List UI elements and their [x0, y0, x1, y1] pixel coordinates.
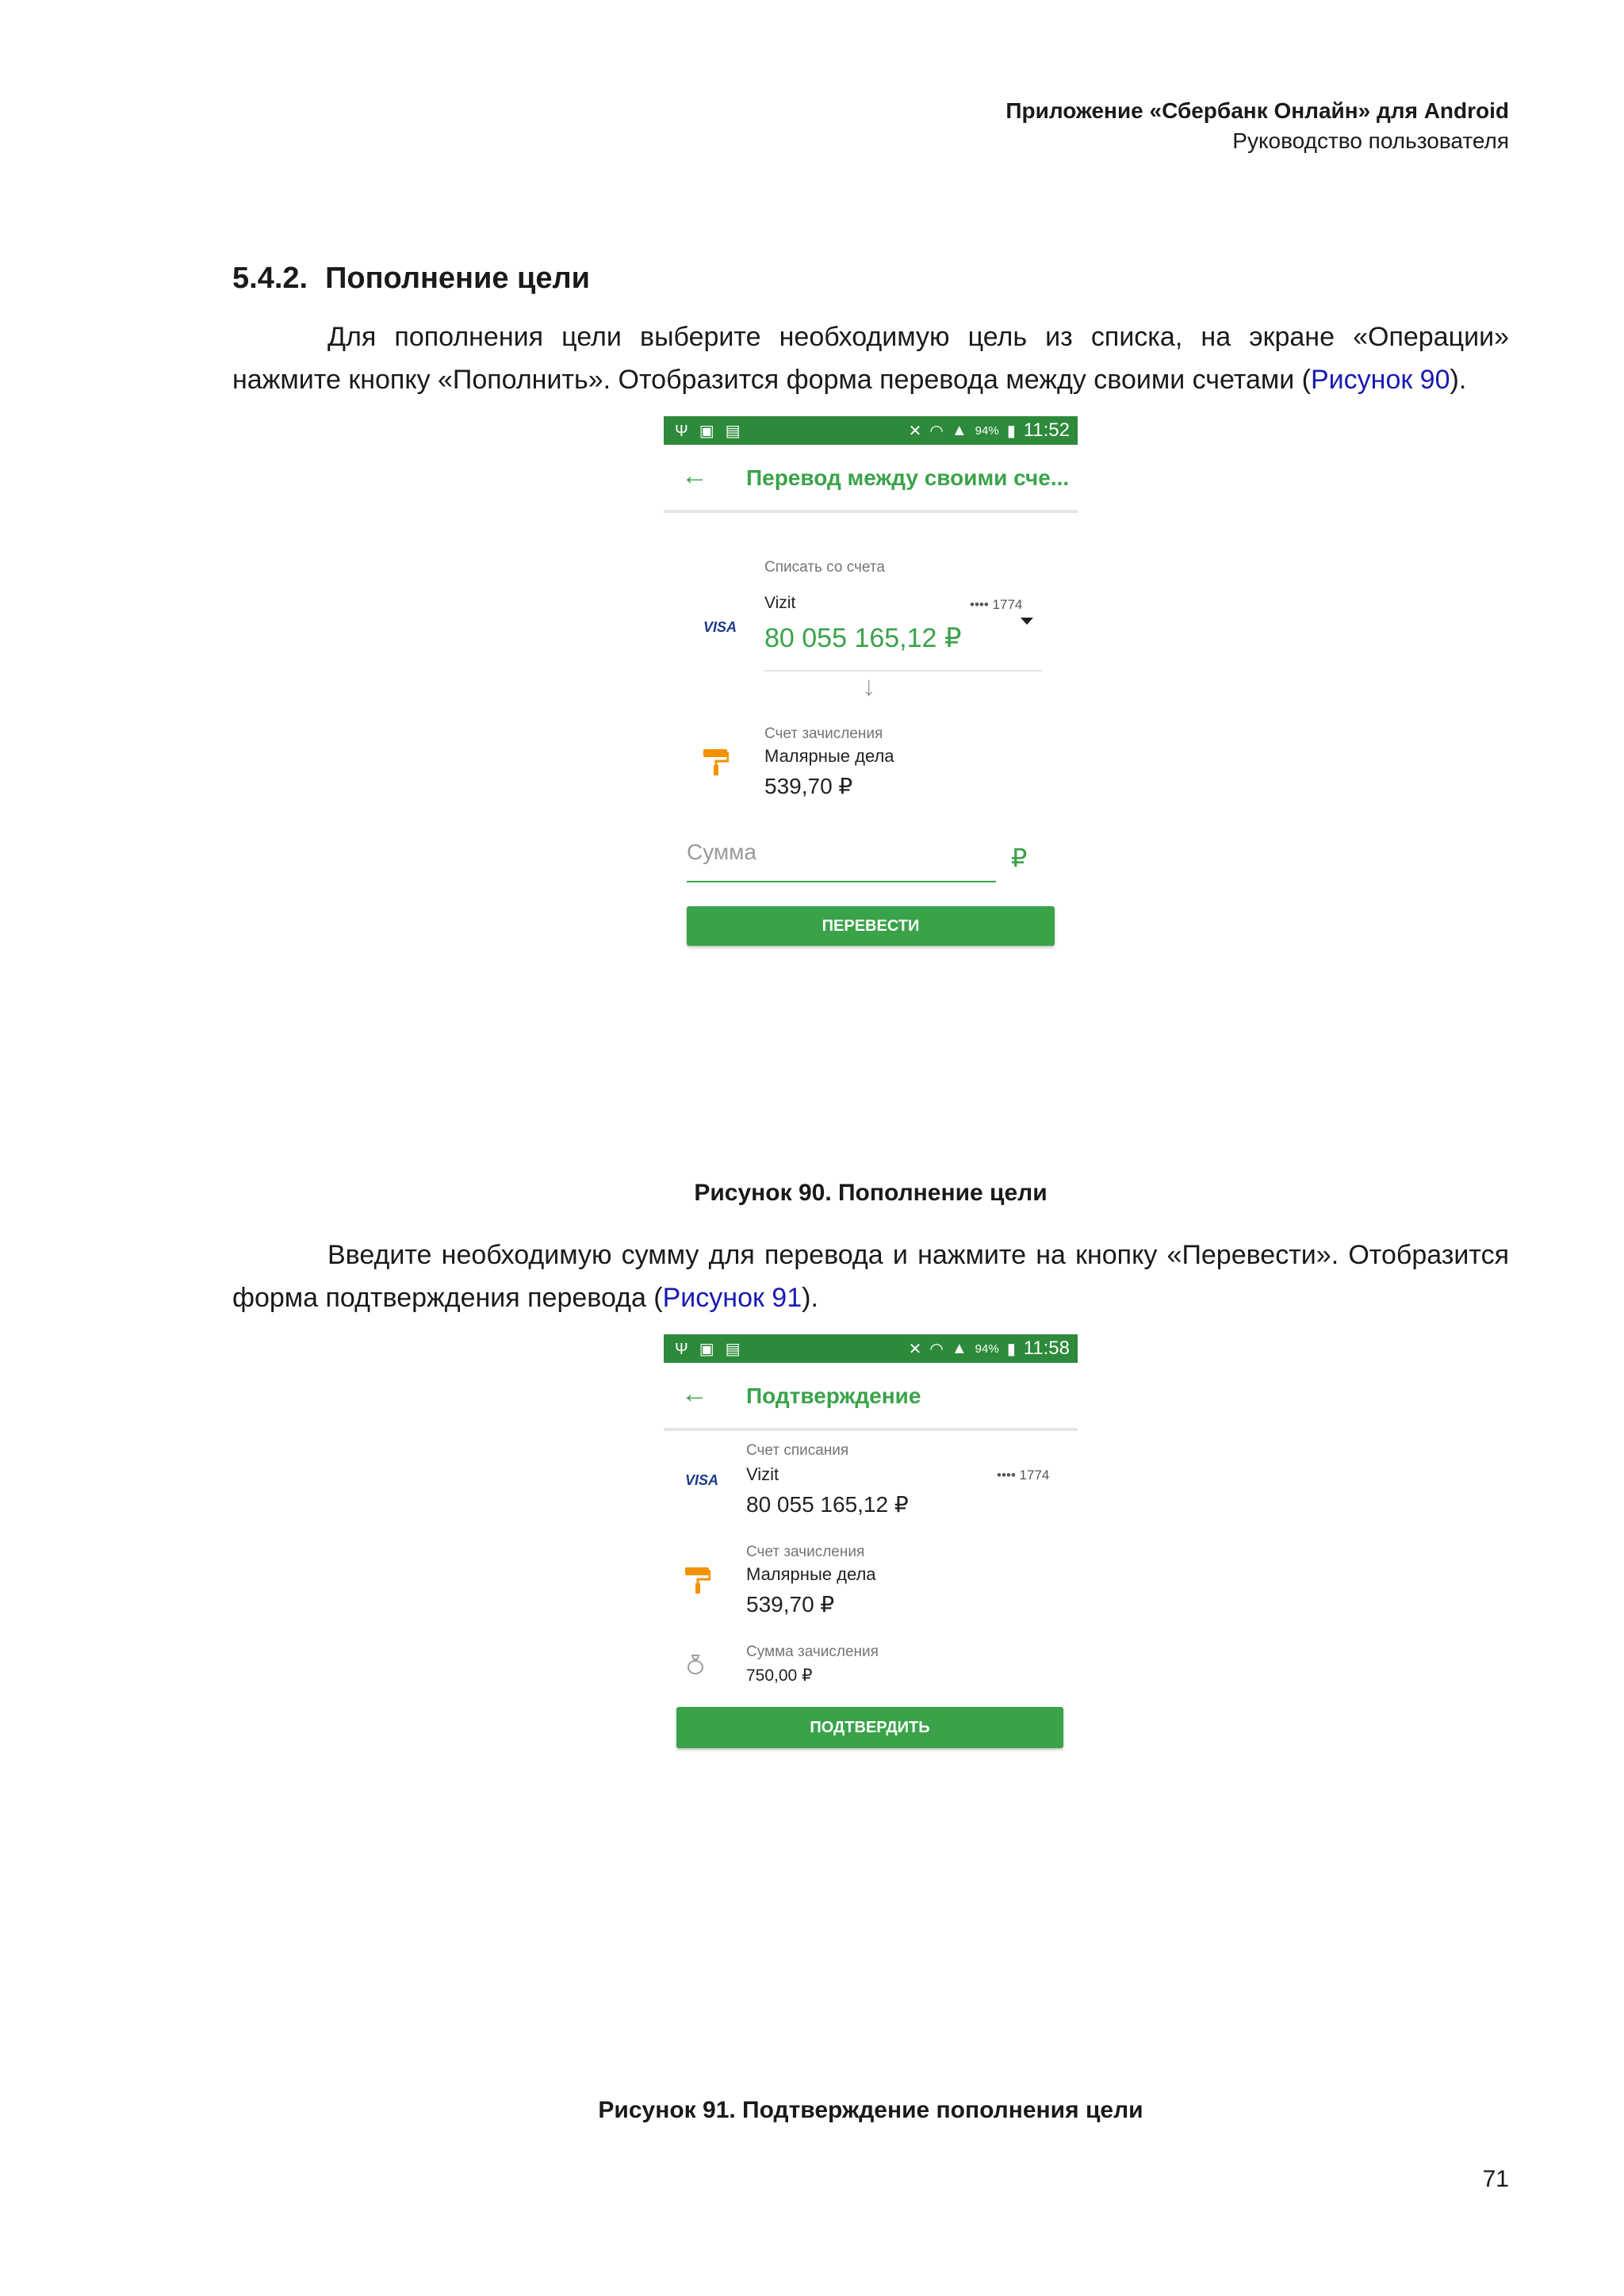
wifi-icon: ◠ [929, 1340, 944, 1358]
paint-roller-icon [703, 748, 729, 776]
back-arrow-icon[interactable]: ← [681, 461, 708, 491]
battery-icon: ▮ [1006, 1340, 1016, 1358]
battery-icon: ▮ [1006, 422, 1016, 440]
battery-percent: 94% [975, 423, 999, 438]
from-account-mask: •••• 1774 [970, 597, 1023, 612]
paragraph-2 [232, 1234, 1509, 1319]
to-account-label: Счет зачисления [746, 1544, 865, 1560]
page-number: 71 [1482, 2166, 1509, 2192]
section-title: Пополнение цели [325, 262, 591, 295]
status-time: 11:58 [1023, 1337, 1070, 1359]
back-arrow-icon[interactable]: ← [681, 1379, 708, 1409]
sum-value: 750,00 ₽ [746, 1667, 813, 1685]
battery-percent: 94% [975, 1341, 999, 1356]
from-account-label: Списать со счета [764, 559, 885, 576]
section-heading [232, 262, 590, 296]
paragraph-1 [232, 316, 1509, 401]
from-account-label: Счет списания [746, 1442, 849, 1459]
from-account-balance[interactable]: 80 055 165,12 ₽ [764, 623, 962, 653]
confirm-button[interactable]: ПОДТВЕРДИТЬ [676, 1707, 1063, 1748]
signal-icon: ▲ [951, 421, 967, 439]
figure-90-link[interactable]: Рисунок 90 [1311, 365, 1450, 395]
visa-card-icon: VISA [685, 1472, 719, 1488]
from-account-name: Vizit [746, 1464, 779, 1484]
visa-card-icon: VISA [703, 619, 737, 635]
money-bag-icon [686, 1653, 705, 1675]
to-account-name: Малярные дела [746, 1564, 876, 1584]
sum-label: Сумма зачисления [746, 1644, 879, 1660]
from-account-name[interactable]: Vizit [764, 594, 796, 612]
sum-input[interactable]: Сумма [687, 840, 756, 864]
status-bar [664, 416, 1078, 445]
notification-icons: Ψ▣▤ [675, 423, 752, 440]
app-bar [664, 1363, 1078, 1431]
paint-roller-icon [685, 1566, 710, 1594]
screen-title: Подтверждение [746, 1383, 921, 1408]
screen-confirmation [664, 1334, 1078, 1762]
currency-sign: ₽ [1011, 844, 1028, 872]
signal-icon: ▲ [951, 1339, 967, 1357]
paragraph-2-text: Введите необходимую сумму для перевода и нажмите на кнопку «Перевести». Отобразится форма подтверждения перевода ( [232, 1240, 1509, 1313]
figure-91-caption: Рисунок 91. Подтверждение пополнения цели [598, 2097, 1143, 2123]
divider [764, 670, 1042, 672]
section-number: 5.4.2. [232, 262, 308, 295]
paragraph-1-tail: ). [1450, 365, 1467, 395]
to-account-name: Малярные дела [764, 746, 894, 766]
notification-icons: Ψ▣▤ [675, 1341, 752, 1358]
screen-title: Перевод между своими сче... [746, 465, 1070, 490]
document-header-subtitle: Руководство пользователя [1232, 128, 1509, 153]
figure-90-caption: Рисунок 90. Пополнение цели [694, 1180, 1048, 1206]
down-arrow-icon: ↓ [862, 672, 875, 702]
screen-transfer-form [664, 416, 1078, 955]
paragraph-2-tail: ). [802, 1283, 818, 1313]
dropdown-triangle-icon[interactable] [1021, 618, 1033, 625]
from-account-balance: 80 055 165,12 ₽ [746, 1492, 909, 1517]
sum-input-underline [687, 881, 996, 882]
mute-icon: ✕ [908, 1340, 922, 1358]
status-bar [664, 1334, 1078, 1363]
paragraph-1-text: Для пополнения цели выберите необходимую цель из списка, на экране «Операции» нажмите кнопку «Пополнить». Отобразится форма перевода между своими счетами ( [232, 322, 1509, 395]
figure-91-link[interactable]: Рисунок 91 [662, 1283, 802, 1313]
wifi-icon: ◠ [929, 422, 944, 440]
to-account-label: Счет зачисления [764, 725, 883, 742]
from-account-mask: •••• 1774 [997, 1468, 1050, 1483]
document-header-title: Приложение «Сбербанк Онлайн» для Android [1005, 98, 1509, 123]
transfer-button[interactable]: ПЕРЕВЕСТИ [687, 906, 1055, 946]
app-bar [664, 445, 1078, 513]
to-account-balance: 539,70 ₽ [764, 774, 853, 798]
to-account-balance: 539,70 ₽ [746, 1592, 835, 1617]
status-time: 11:52 [1023, 419, 1070, 441]
mute-icon: ✕ [908, 422, 922, 440]
